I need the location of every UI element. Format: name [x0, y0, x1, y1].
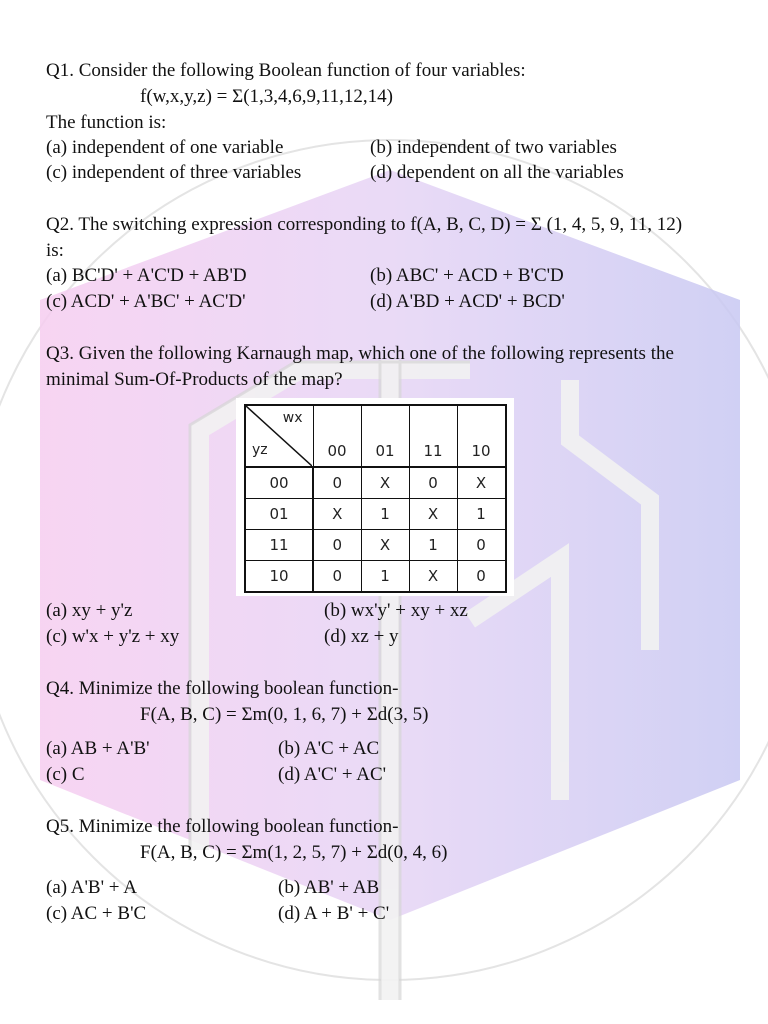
kmap-cell: 1: [361, 499, 409, 530]
karnaugh-map: [236, 398, 514, 596]
kmap-row-header: 11: [245, 530, 313, 561]
kmap-row: [245, 499, 506, 530]
q1-option-b: (b) independent of two variables: [370, 137, 617, 158]
kmap-cell: X: [361, 530, 409, 561]
q5-prompt: Q5. Minimize the following boolean function-: [46, 816, 399, 837]
kmap-row: [245, 467, 506, 499]
karnaugh-map-table: [244, 404, 507, 593]
kmap-cell: X: [361, 467, 409, 499]
kmap-col-header: 11: [409, 405, 457, 467]
q2-option-c: (c) ACD' + A'BC' + AC'D': [46, 291, 246, 312]
kmap-cell: 0: [409, 467, 457, 499]
q4-option-c: (c) C: [46, 764, 85, 785]
kmap-row-var: yz: [252, 442, 268, 458]
kmap-cell: 0: [313, 467, 361, 499]
kmap-cell: X: [409, 499, 457, 530]
kmap-cell: 0: [457, 561, 506, 593]
kmap-row-header: 01: [245, 499, 313, 530]
q5-option-d: (d) A + B' + C': [278, 903, 390, 924]
q1-option-d: (d) dependent on all the variables: [370, 162, 624, 183]
kmap-col-var: wx: [282, 410, 303, 426]
q5-function: F(A, B, C) = Σm(1, 2, 5, 7) + Σd(0, 4, 6): [140, 842, 448, 863]
q1-subprompt: The function is:: [46, 112, 167, 133]
q2-prompt-line1: Q2. The switching expression corresponding to f(A, B, C, D) = Σ (1, 4, 5, 9, 11, 12): [46, 214, 683, 235]
kmap-cell: 0: [313, 561, 361, 593]
q3-option-a: (a) xy + y'z: [46, 600, 133, 621]
kmap-cell: 1: [409, 530, 457, 561]
q1-function: f(w,x,y,z) = Σ(1,3,4,6,9,11,12,14): [140, 86, 393, 107]
q4-option-a: (a) AB + A'B': [46, 738, 150, 759]
kmap-row-header: 10: [245, 561, 313, 593]
q3-prompt-line1: Q3. Given the following Karnaugh map, which one of the following represents the: [46, 343, 674, 364]
q5-option-c: (c) AC + B'C: [46, 903, 147, 924]
q1-option-c: (c) independent of three variables: [46, 162, 302, 183]
q1-prompt: Q1. Consider the following Boolean function of four variables:: [46, 60, 526, 81]
kmap-cell: 1: [457, 499, 506, 530]
kmap-row: [245, 561, 506, 593]
q4-option-d: (d) A'C' + AC': [278, 764, 387, 785]
kmap-col-header: 01: [361, 405, 409, 467]
q3-option-d: (d) xz + y: [324, 626, 399, 647]
kmap-row: [245, 530, 506, 561]
kmap-cell: X: [313, 499, 361, 530]
kmap-row-header: 00: [245, 467, 313, 499]
kmap-cell: 0: [313, 530, 361, 561]
q4-function: F(A, B, C) = Σm(0, 1, 6, 7) + Σd(3, 5): [140, 704, 429, 725]
kmap-cell: X: [457, 467, 506, 499]
q2-prompt-line2: is:: [46, 240, 64, 261]
q3-option-b: (b) wx'y' + xy + xz: [324, 600, 468, 621]
q3-option-c: (c) w'x + y'z + xy: [46, 626, 180, 647]
q4-option-b: (b) A'C + AC: [278, 738, 380, 759]
q1-option-a: (a) independent of one variable: [46, 137, 284, 158]
kmap-corner: [245, 405, 313, 467]
kmap-cell: 0: [457, 530, 506, 561]
q5-option-a: (a) A'B' + A: [46, 877, 137, 898]
q3-prompt-line2: minimal Sum-Of-Products of the map?: [46, 369, 343, 390]
kmap-cell: 1: [361, 561, 409, 593]
q2-option-a: (a) BC'D' + A'C'D + AB'D: [46, 265, 247, 286]
q4-prompt: Q4. Minimize the following boolean function-: [46, 678, 399, 699]
q2-option-d: (d) A'BD + ACD' + BCD': [370, 291, 565, 312]
q5-option-b: (b) AB' + AB: [278, 877, 380, 898]
kmap-col-header: 10: [457, 405, 506, 467]
kmap-col-header: 00: [313, 405, 361, 467]
kmap-cell: X: [409, 561, 457, 593]
q2-option-b: (b) ABC' + ACD + B'C'D: [370, 265, 564, 286]
